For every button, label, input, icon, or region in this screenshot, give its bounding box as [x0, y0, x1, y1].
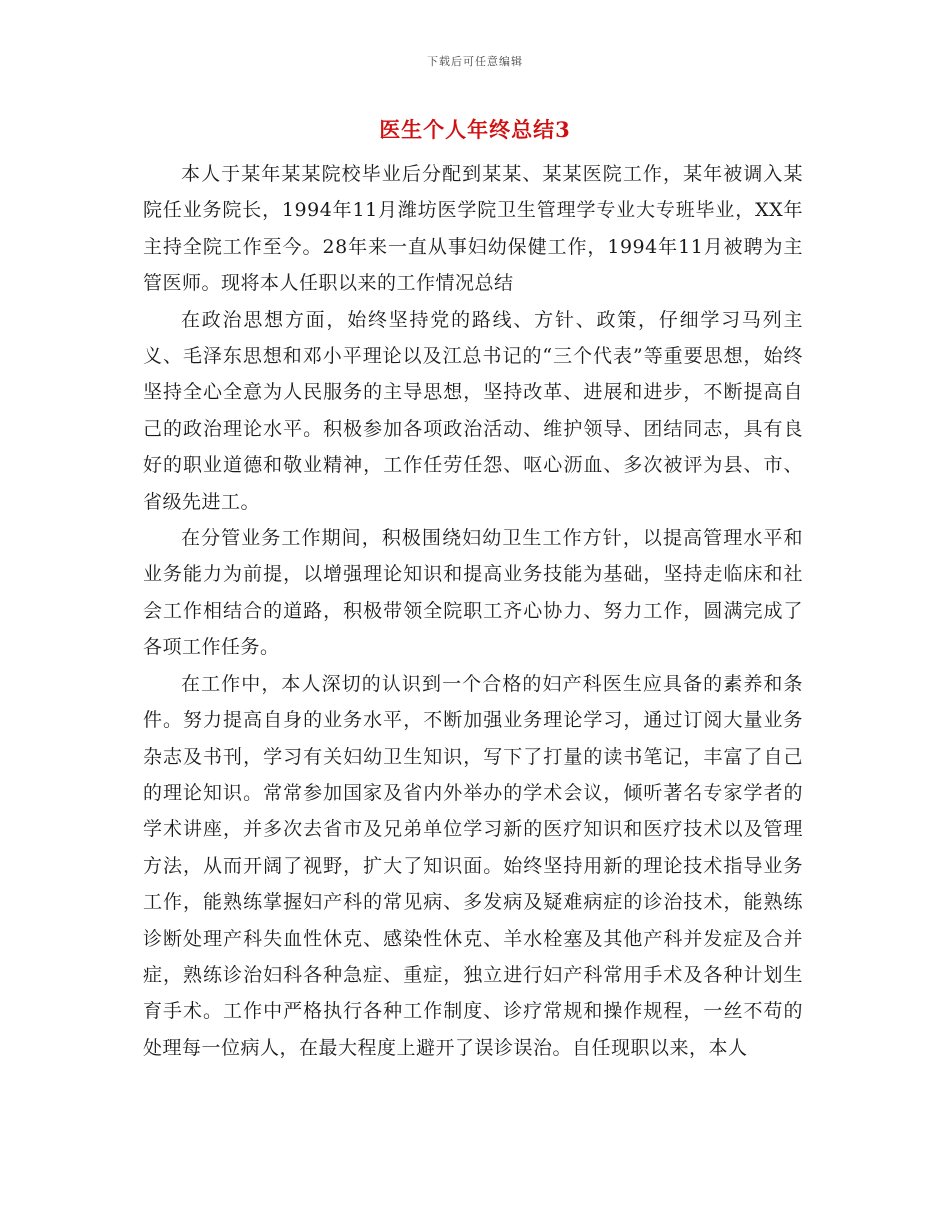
paragraph-4: 在工作中，本人深切的认识到一个合格的妇产科医生应具备的素养和条件。努力提高自身的业务水平，不断加强业务理论学习，通过订阅大量业务杂志及书刊，学习有关妇幼卫生知识，写下了打量的读书笔记，丰富了自己的理论知识。常常参加国家及省内外举办的学术会议，倾听著名专家学者的学术讲座，并多次去省市及兄弟单位学习新的医疗知识和医疗技术以及管理方法，从而开阔了视野，扩大了知识面。始终坚持用新的理论技术指导业务工作，能熟练掌握妇产科的常见病、多发病及疑难病症的诊治技术，能熟练诊断处理产科失血性休克、感染性休克、羊水栓塞及其他产科并发症及合并症，熟练诊治妇科各种急症、重症，独立进行妇产科常用手术及各种计划生育手术。工作中严格执行各种工作制度、诊疗常规和操作规程，一丝不苟的处理每一位病人，在最大程度上避开了误诊误治。自任现职以来，本人	[143, 672, 803, 1059]
document-body	[143, 156, 803, 1066]
paragraph-1: 本人于某年某某院校毕业后分配到某某、某某医院工作，某年被调入某院任业务院长，1994年11月潍坊医学院卫生管理学专业大专班毕业，XX年主持全院工作至今。28年来一直从事妇幼保健工作，1994年11月被聘为主管医师。现将本人任职以来的工作情况总结	[143, 163, 803, 295]
paragraph-3: 在分管业务工作期间，积极围绕妇幼卫生工作方针，以提高管理水平和业务能力为前提，以增强理论知识和提高业务技能为基础，坚持走临床和社会工作相结合的道路，积极带领全院职工齐心协力、努力工作，圆满完成了各项工作任务。	[143, 527, 803, 659]
paragraph-2: 在政治思想方面，始终坚持党的路线、方针、政策，仔细学习马列主义、毛泽东思想和邓小平理论以及江总书记的“三个代表”等重要思想，始终坚持全心全意为人民服务的主导思想，坚持改革、进展和进步，不断提高自己的政治理论水平。积极参加各项政治活动、维护领导、团结同志，具有良好的职业道德和敬业精神，工作任劳任怨、呕心沥血、多次被评为县、市、省级先进工。	[143, 308, 803, 513]
document-title: 医生个人年终总结3	[379, 117, 571, 142]
header-note: 下载后可任意编辑	[427, 55, 523, 68]
